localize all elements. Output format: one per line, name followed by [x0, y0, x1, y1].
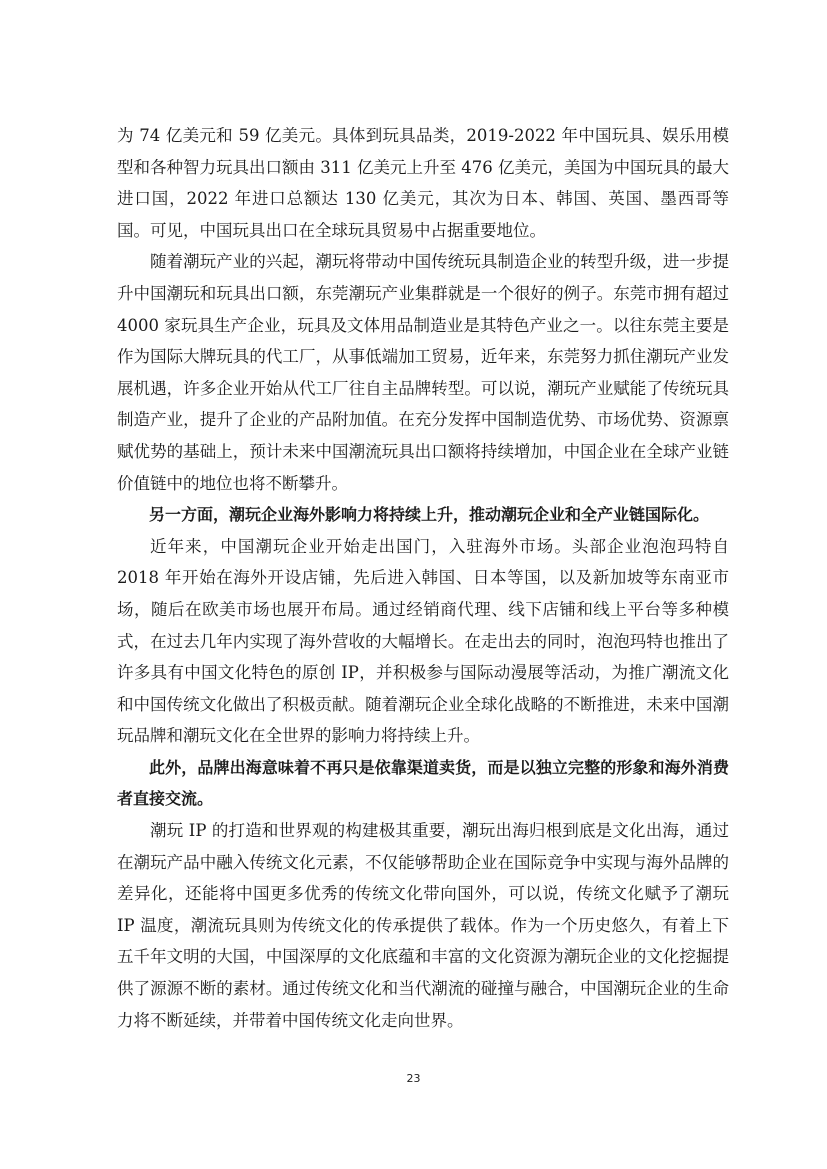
- paragraph-popmart: 近年来，中国潮玩企业开始走出国门，入驻海外市场。头部企业泡泡玛特自 2018 年开始在海外开设店铺，先后进入韩国、日本等国，以及新加坡等东南亚市场，随后在欧美市场也展开布局。通过经销商代理、线下店铺和线上平台等多种模式，在过去几年内实现了海外营收的大幅增长。在走出去的同时，泡泡玛特也推出了许多具有中国文化特色的原创 IP，并积极参与国际动漫展等活动，为推广潮流文化和中国传统文化做出了积极贡献。随着潮玩企业全球化战略的不断推进，未来中国潮玩品牌和潮玩文化在全世界的影响力将持续上升。: [117, 536, 729, 746]
- paragraph-heading-brand: 此外，品牌出海意味着不再只是依靠渠道卖货，而是以独立完整的形象和海外消费者直接交流。: [117, 757, 729, 809]
- paragraph-heading-overseas: 另一方面，潮玩企业海外影响力将持续上升，推动潮玩企业和全产业链国际化。: [149, 505, 710, 525]
- paragraph-continuation: 为 74 亿美元和 59 亿美元。具体到玩具品类，2019-2022 年中国玩具、娱乐用模型和各种智力玩具出口额由 311 亿美元上升至 476 亿美元，美国为中国玩具的最大进口国，2022 年进口总额达 130 亿美元，其次为日本、韩国、英国、墨西哥等国。可见，中国玩具出口在全球玩具贸易中占据重要地位。: [117, 126, 729, 240]
- paragraph-dongguan: 随着潮玩产业的兴起，潮玩将带动中国传统玩具制造企业的转型升级，进一步提升中国潮玩和玩具出口额，东莞潮玩产业集群就是一个很好的例子。东莞市拥有超过 4000 家玩具生产企业，玩具及文体用品制造业是其特色产业之一。以往东莞主要是作为国际大牌玩具的代工厂，从事低端加工贸易，近年来，东莞努力抓住潮玩产业发展机遇，许多企业开始从代工厂往自主品牌转型。可以说，潮玩产业赋能了传统玩具制造产业，提升了企业的产品附加值。在充分发挥中国制造优势、市场优势、资源禀赋优势的基础上，预计未来中国潮流玩具出口额将持续增加，中国企业在全球产业链价值链中的地位也将不断攀升。: [117, 252, 729, 493]
- document-body: [117, 120, 729, 1036]
- page-number: 23: [406, 1072, 421, 1085]
- paragraph-ip-culture: 潮玩 IP 的打造和世界观的构建极其重要，潮玩出海归根到底是文化出海，通过在潮玩产品中融入传统文化元素，不仅能够帮助企业在国际竞争中实现与海外品牌的差异化，还能将中国更多优秀的传统文化带向国外，可以说，传统文化赋予了潮玩 IP 温度，潮流玩具则为传统文化的传承提供了载体。作为一个历史悠久，有着上下五千年文明的大国，中国深厚的文化底蕴和丰富的文化资源为潮玩企业的文化挖掘提供了源源不断的素材。通过传统文化和当代潮流的碰撞与融合，中国潮玩企业的生命力将不断延续，并带着中国传统文化走向世界。: [117, 821, 729, 1030]
